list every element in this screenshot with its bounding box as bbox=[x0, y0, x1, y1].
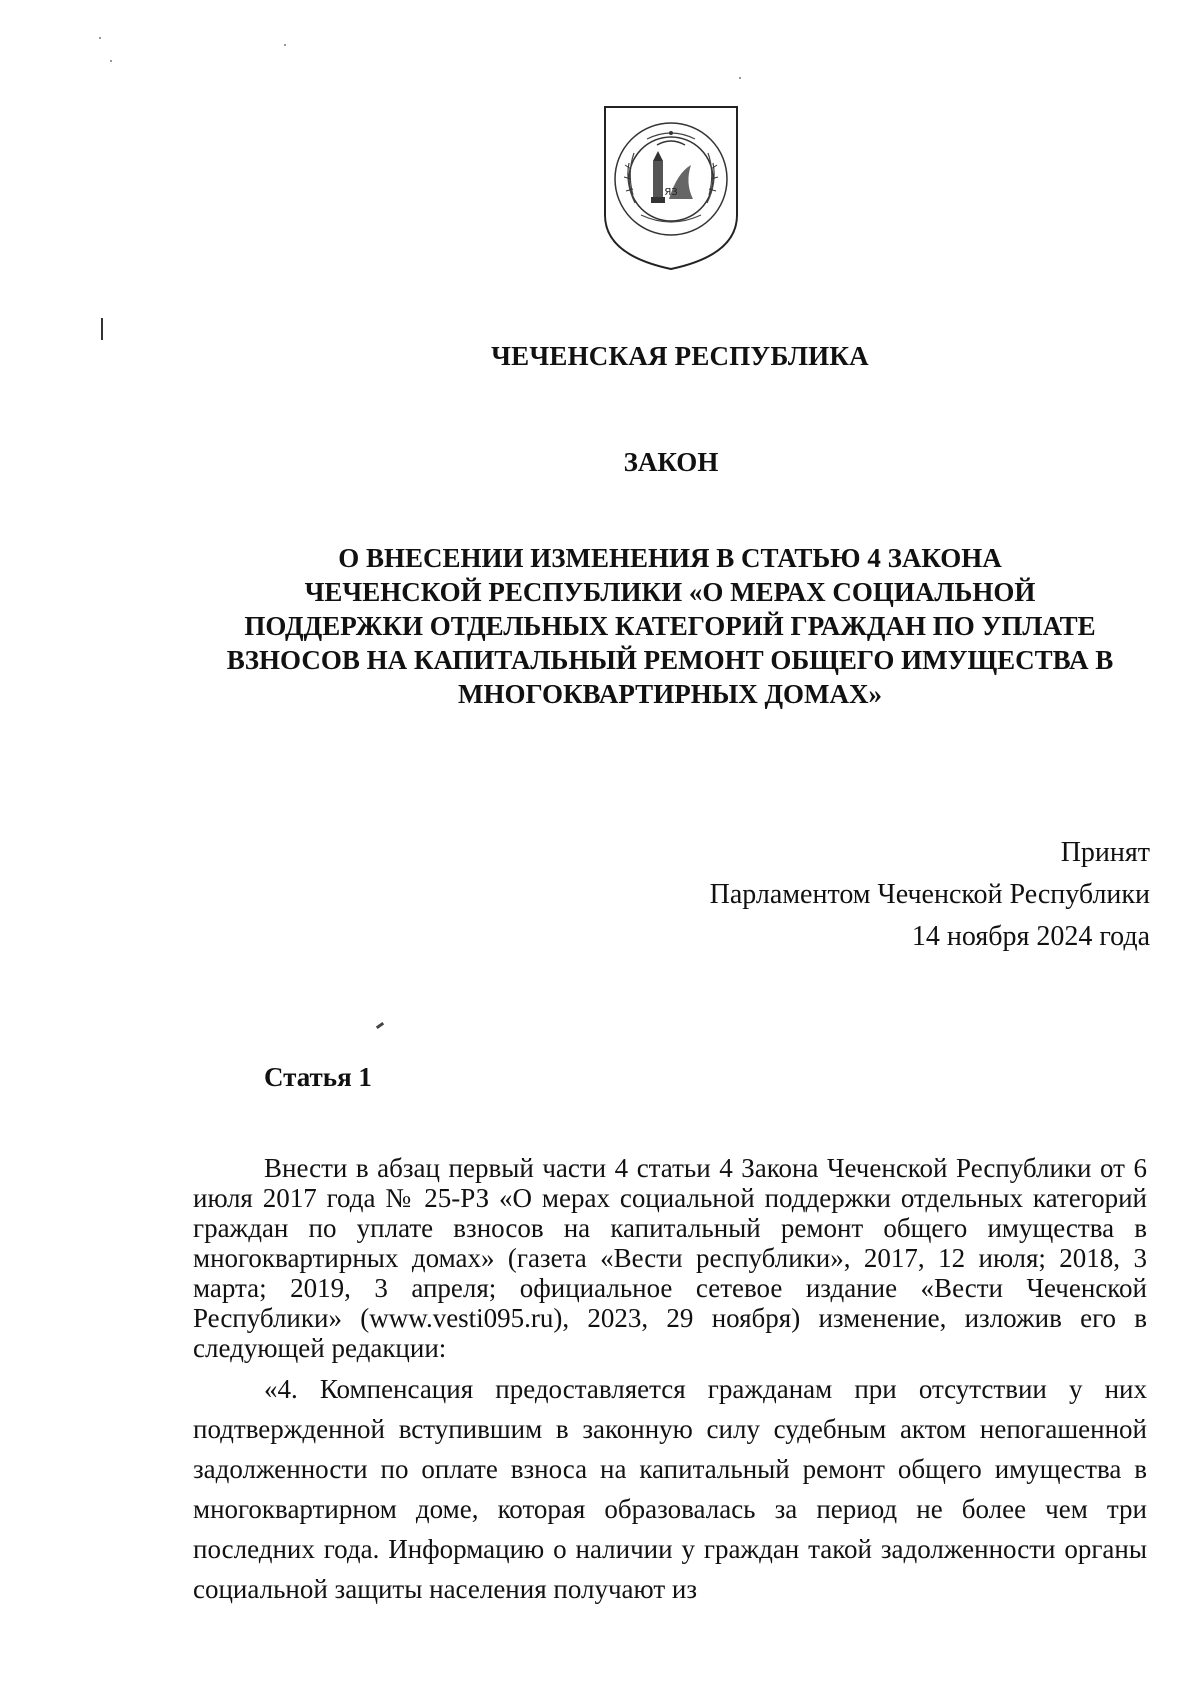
article-body bbox=[193, 1153, 1147, 1609]
scan-speck bbox=[376, 1022, 384, 1029]
scan-speck bbox=[284, 44, 286, 46]
law-title-line: ЧЕЧЕНСКОЙ РЕСПУБЛИКИ «О МЕРАХ СОЦИАЛЬНОЙ bbox=[304, 577, 1036, 607]
document-type-heading: ЗАКОН bbox=[623, 447, 719, 477]
adoption-body: Парламентом Чеченской Республики bbox=[709, 879, 1150, 910]
scan-speck bbox=[739, 77, 741, 79]
law-title-line: ВЗНОСОВ НА КАПИТАЛЬНЫЙ РЕМОНТ ОБЩЕГО ИМУЩЕСТВА В bbox=[226, 645, 1114, 675]
law-title-line: О ВНЕСЕНИИ ИЗМЕНЕНИЯ В СТАТЬЮ 4 ЗАКОНА bbox=[338, 543, 1002, 573]
svg-text:ЯЗ: ЯЗ bbox=[664, 187, 678, 198]
adoption-status: Принят bbox=[1060, 837, 1150, 868]
article-heading: Статья 1 bbox=[264, 1062, 372, 1092]
coat-of-arms-icon bbox=[601, 103, 741, 273]
law-title bbox=[190, 541, 1150, 711]
republic-heading: ЧЕЧЕНСКАЯ РЕСПУБЛИКА bbox=[491, 341, 869, 371]
adoption-date: 14 ноября 2024 года bbox=[911, 921, 1150, 952]
article-paragraph-quote: «4. Компенсация предоставляется гражданам при отсутствии у них подтвержденной вступившим в законную силу судебным актом непогашенной задолженности по оплате взноса на капитальный ремонт общего имущества в многоквартирном доме, которая образовалась за период не более чем три последних года. Информацию о наличии у граждан такой задолженности органы социальной защиты населения получают из bbox=[193, 1374, 1147, 1604]
adoption-block bbox=[550, 832, 1150, 958]
law-title-line: МНОГОКВАРТИРНЫХ ДОМАХ» bbox=[457, 679, 883, 709]
scan-speck bbox=[99, 37, 101, 39]
law-title-line: ПОДДЕРЖКИ ОТДЕЛЬНЫХ КАТЕГОРИЙ ГРАЖДАН ПО УПЛАТЕ bbox=[244, 611, 1096, 641]
scan-margin-mark bbox=[101, 318, 103, 340]
scan-speck bbox=[110, 60, 112, 62]
article-paragraph: Внести в абзац первый части 4 статьи 4 Закона Чеченской Республики от 6 июля 2017 года № 25-РЗ «О мерах социальной поддержки отдельных категорий граждан по уплате взносов на капитальный ремонт общего имущества в многоквартирных домах» (газета «Вести республики», 2017, 12 июля; 2018, 3 марта; 2019, 3 апреля; официальное сетевое издание «Вести Чеченской Республики» (www.vesti095.ru), 2023, 29 ноября) изменение, изложив его в следующей редакции: bbox=[193, 1153, 1147, 1363]
